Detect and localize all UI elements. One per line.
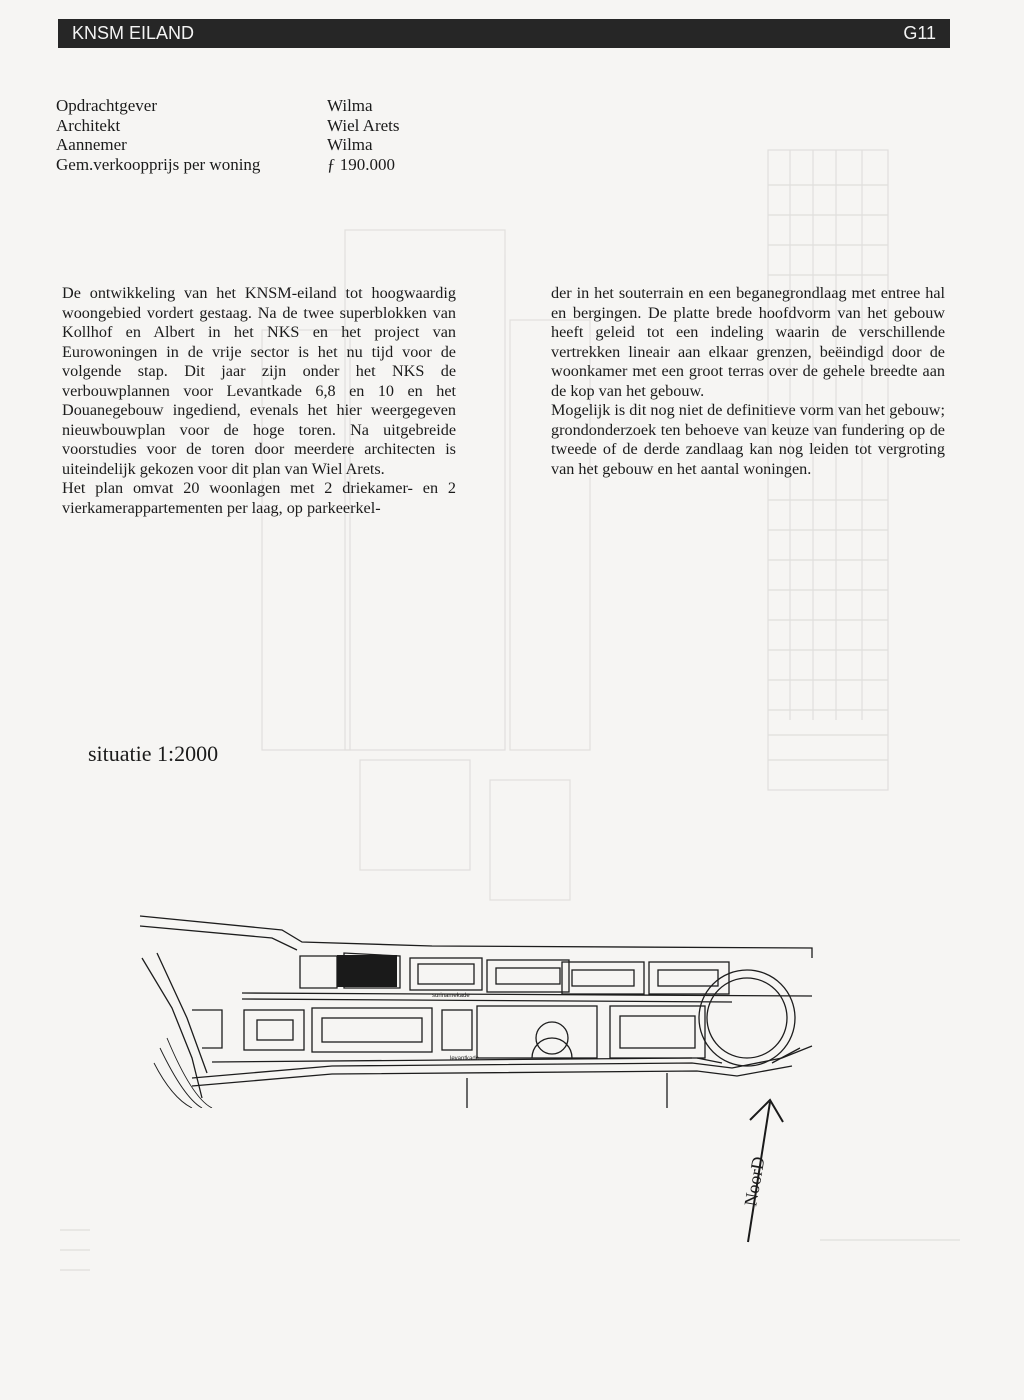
street-label-surinamekade: surinamekade <box>432 993 470 999</box>
body-text-right-column <box>551 284 945 479</box>
info-row <box>56 155 400 175</box>
paragraph: De ontwikkeling van het KNSM-eiland tot hoogwaardig woongebied vordert gestaag. Na de twee superblokken van Kollhof en Albert in het NKS en het project van Eurowoningen in de vrije sector is het nu tijd voor de volgende stap. Dit jaar zijn onder het NKS de verbouwplannen voor Levantkade 6,8 en 10 en het Douanegebouw ingediend, evenals het hier weergegeven nieuwbouwplan voor de hoge toren. Na uitgebreide voorstudies voor de toren door meerdere architecten is uiteindelijk gekozen voor dit plan van Wiel Arets. <box>62 284 456 478</box>
street-label-levantkade: levantkade <box>450 1056 480 1062</box>
info-label: Gem.verkoopprijs per woning <box>56 154 261 174</box>
north-arrow <box>728 1092 788 1252</box>
section-code: G11 <box>903 23 936 43</box>
project-info-table <box>56 96 400 174</box>
site-plan-drawing <box>132 898 822 1108</box>
info-value: Wilma <box>327 135 373 154</box>
info-value: ƒ 190.000 <box>327 154 395 174</box>
tower-plot-marker <box>337 955 397 987</box>
paragraph: der in het souterrain en een beganegrondlaag met entree hal en bergingen. De platte brede hoofdvorm van het gebouw heeft geleid tot een indeling waarin de verschillende vertrekken lineair aan elkaar grenzen, beëindigd door de woonkamer met een groot terras over de gehele breedte aan de kop van het gebouw. <box>551 284 945 400</box>
figure-caption: situatie 1:2000 <box>88 741 219 766</box>
info-label: Architekt <box>56 115 121 135</box>
north-label: NoorD <box>740 1154 769 1208</box>
info-row <box>56 116 400 136</box>
info-row <box>56 135 400 155</box>
info-value: Wiel Arets <box>327 115 400 135</box>
info-label: Opdrachtgever <box>56 96 158 115</box>
info-row <box>56 96 400 116</box>
section-title: KNSM EILAND <box>72 23 195 43</box>
info-value: Wilma <box>327 96 373 115</box>
info-label: Aannemer <box>56 135 127 154</box>
section-header-bar <box>58 19 950 48</box>
paragraph: Mogelijk is dit nog niet de definitieve vorm van het gebouw; grondonderzoek ten behoeve van keuze van fundering op de tweede of de derde zandlaag kan nog leiden tot vergroting van het gebouw en het aantal woningen. <box>551 401 945 478</box>
paragraph: Het plan omvat 20 woonlagen met 2 driekamer- en 2 vierkamerappartementen per laag, op parkeerkel- <box>62 479 456 517</box>
body-text-left-column <box>62 284 456 518</box>
